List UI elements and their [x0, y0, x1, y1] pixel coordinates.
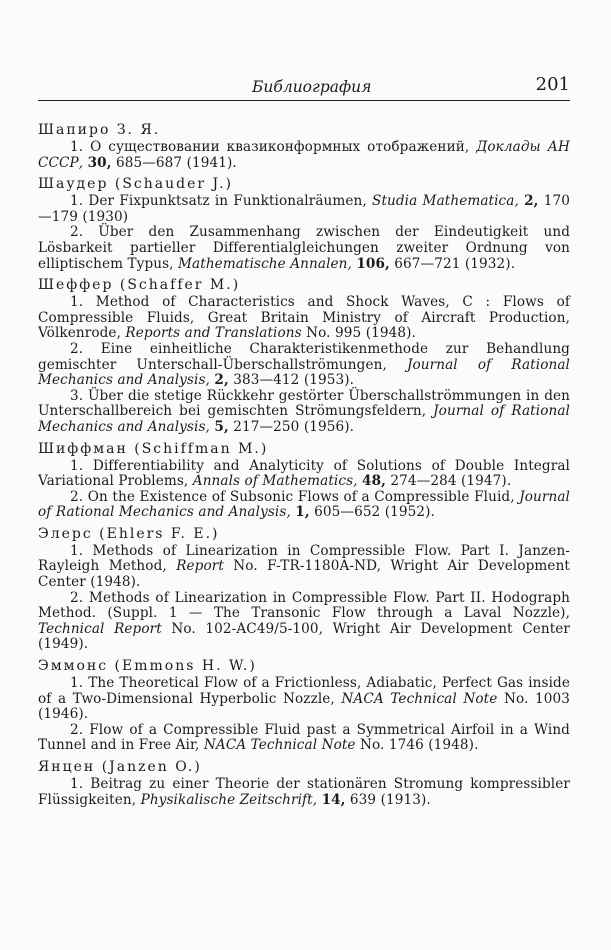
item-tail: 170—179 (1930): [38, 193, 570, 225]
bib-entry: [38, 121, 570, 171]
entry-author: Шапиро З. Я.: [38, 122, 161, 138]
volume-number: 48,: [362, 473, 386, 490]
item-text: 1. The Theoretical Flow of a Frictionless, Adiabatic, Perfect Gas inside of a Two-Dimensional Hyperbolic Nozzle,: [38, 675, 570, 707]
journal-title: Studia Mathematica,: [372, 193, 519, 210]
item-text: 1. Differentiability and Analyticity of Solutions of Double Integral Variational Problems,: [38, 457, 570, 490]
bibliography: [38, 121, 570, 812]
item-text: 2. Eine einheitliche Charakteristikenmethode zur Behandlung gemischter Unterschall-Überschallströmungen,: [38, 340, 570, 373]
item-tail: 667—721 (1932).: [389, 255, 516, 272]
item-text: 2. Über den Zusammenhang zwischen der Eindeutigkeit und Lösbarkeit partieller Differentialgleichungen zweiter Ordnung von elliptischem Typus,: [38, 224, 570, 272]
item-text: 1. Beitrag zu einer Theorie der stationären Stromung kompressibler Flüssigkeiten,: [38, 776, 570, 808]
item-tail: No. 1746 (1948).: [355, 737, 479, 754]
bib-entry: [38, 758, 570, 808]
item-text: 2. Methods of Linearization in Compressible Flow. Part II. Hodograph Method. (Suppl. 1 — The Transonic Flow through a Laval Nozzle),: [38, 589, 570, 622]
page-header: [42, 74, 570, 100]
volume-number: 2,: [214, 372, 229, 389]
volume-number: 1,: [295, 504, 310, 521]
bib-item: [38, 723, 570, 754]
bib-item: [38, 140, 570, 171]
journal-title: Journal of Rational Mechanics and Analysis,: [38, 356, 570, 389]
item-text: 1. О существовании квазиконформных отображений,: [70, 139, 477, 155]
bib-item: [38, 676, 570, 723]
item-tail: 685—687 (1941).: [111, 154, 237, 171]
journal-title: Mathematische Annalen,: [178, 255, 352, 272]
journal-title: Annals of Mathematics,: [192, 473, 358, 490]
volume-number: 14,: [321, 791, 346, 808]
journal-title: Technical Report: [38, 620, 162, 637]
item-text: 2. On the Existence of Subsonic Flows of a Compressible Fluid,: [70, 488, 520, 505]
entry-author: Элерс (Ehlers F. E.): [38, 525, 220, 542]
item-text: 1. Der Fixpunktsatz in Funktionalräumen,: [70, 193, 373, 210]
volume-number: 106,: [356, 255, 390, 272]
journal-title: Journal of Rational Mechanics and Analysis,: [38, 488, 570, 521]
bib-item: [38, 459, 570, 490]
bib-entry: [38, 276, 570, 435]
bib-entry: [38, 525, 570, 653]
item-text: 2. Flow of a Compressible Fluid past a Symmetrical Airfoil in a Wind Tunnel and in Free Air,: [38, 721, 570, 754]
volume-number: 30,: [87, 154, 112, 171]
journal-title: NACA Technical Note: [341, 690, 498, 707]
item-tail: 274—284 (1947).: [385, 473, 512, 490]
journal-title: Reports and Translations: [125, 325, 302, 342]
journal-title: Доклады АН СССР,: [38, 139, 570, 171]
running-title: Библиография: [252, 78, 372, 96]
volume-number: 2,: [524, 193, 539, 210]
item-tail: No. 995 (1948).: [301, 325, 416, 342]
item-text: 3. Über die stetige Rückkehr gestörter Überschallströmmungen in den Unterschallbereich bei gemischten Strömungsfeldern,: [38, 387, 570, 420]
bib-item: [38, 490, 570, 521]
item-tail: 639 (1913).: [345, 791, 431, 808]
journal-title: Report: [176, 558, 224, 575]
entry-author: Шеффер (Schaffer M.): [38, 277, 241, 294]
entry-author: Янцен (Janzen O.): [38, 759, 202, 775]
journal-title: Physikalische Zeitschrift,: [140, 791, 318, 808]
bib-item: [38, 342, 570, 389]
volume-number: 5,: [214, 418, 229, 435]
item-tail: No. 1003 (1946).: [38, 690, 570, 723]
header-rule: [38, 100, 570, 101]
entry-author: Шаудер (Schauder J.): [38, 176, 233, 193]
item-tail: No. 102-AC49/5-100, Wright Air Development Center (1949).: [38, 620, 571, 653]
entry-author: Эммонс (Emmons H. W.): [38, 658, 257, 675]
entry-author: Шиффман (Schiffman M.): [38, 440, 269, 457]
journal-title: NACA Technical Note: [203, 737, 356, 754]
page-number: 201: [535, 74, 570, 95]
bib-entry: [38, 440, 570, 521]
bib-item: [38, 194, 570, 225]
item-tail: 383—412 (1953).: [228, 372, 355, 389]
item-tail: 605—652 (1952).: [309, 504, 435, 521]
journal-title: Journal of Rational Mechanics and Analysis,: [38, 403, 570, 435]
item-text: 1. Method of Characteristics and Shock Waves, C : Flows of Compressible Fluids, Great Britain Ministry of Aircraft Production, Völkenrode,: [38, 294, 570, 342]
bib-item: [38, 544, 570, 591]
item-text: 1. Methods of Linearization in Compressible Flow. Part I. Janzen-Rayleigh Method,: [38, 542, 570, 575]
bib-item: [38, 777, 570, 808]
bib-item: [38, 225, 570, 272]
item-tail: No. F-TR-1180A-ND, Wright Air Development Center (1948).: [38, 558, 570, 591]
bib-item: [38, 295, 570, 342]
bib-item: [38, 389, 570, 436]
bib-entry: [38, 175, 570, 272]
item-tail: 217—250 (1956).: [228, 418, 355, 435]
bib-item: [38, 591, 570, 653]
bib-entry: [38, 657, 570, 754]
